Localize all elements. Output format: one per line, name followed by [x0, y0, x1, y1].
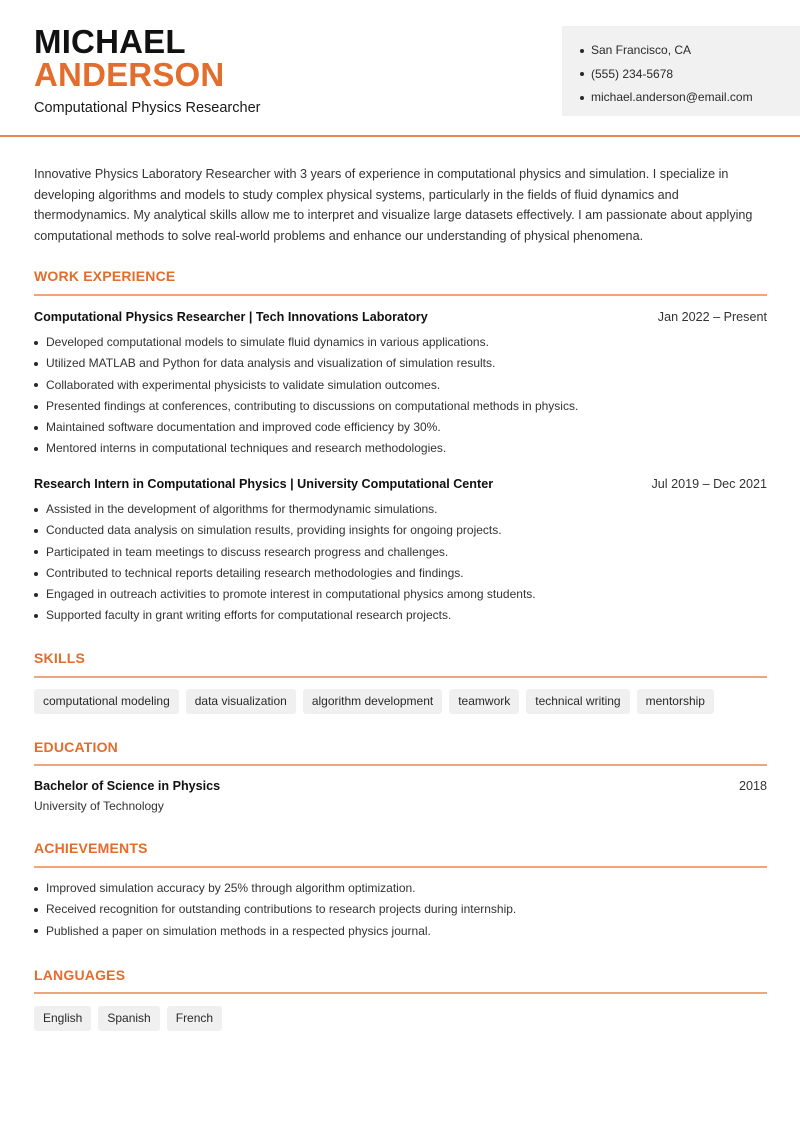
list-item-text: Conducted data analysis on simulation results, providing insights for ongoing projects.: [46, 523, 502, 538]
job-bullets: [34, 499, 767, 627]
section-divider: [34, 676, 767, 678]
last-name: ANDERSON: [34, 56, 225, 93]
list-item-text: Published a paper on simulation methods in a respected physics journal.: [46, 923, 431, 938]
resume-header: [0, 0, 800, 137]
bullet-icon: [34, 929, 38, 933]
list-item: [34, 520, 767, 541]
list-item: [34, 438, 767, 459]
contact-box: [562, 26, 800, 116]
list-item: [34, 878, 767, 899]
contact-email-text: michael.anderson@email.com: [591, 90, 753, 104]
job-dates: Jan 2022 – Present: [657, 310, 767, 324]
list-item: [34, 353, 767, 374]
list-item: [34, 605, 767, 626]
language-tag: French: [167, 1006, 222, 1031]
list-item: [34, 332, 767, 353]
list-item: [34, 921, 767, 942]
list-item-text: Supported faculty in grant writing efforts for computational research projects.: [46, 608, 452, 623]
section-divider: [34, 294, 767, 296]
list-item-text: Developed computational models to simulate fluid dynamics in various applications.: [46, 335, 489, 349]
section-divider: [34, 866, 767, 868]
list-item: [34, 417, 767, 438]
list-item: [34, 499, 767, 520]
bullet-icon: [34, 887, 38, 891]
bullet-icon: [34, 550, 38, 554]
first-name: MICHAEL: [34, 23, 186, 60]
list-item-text: Engaged in outreach activities to promote interest in computational physics among students.: [46, 587, 536, 602]
skill-tag: technical writing: [526, 689, 629, 714]
list-item-text: Assisted in the development of algorithms for thermodynamic simulations.: [46, 502, 438, 516]
skill-tag: mentorship: [637, 689, 714, 714]
bullet-icon: [34, 405, 38, 409]
list-item-text: Contributed to technical reports detailing research methodologies and findings.: [46, 565, 464, 580]
list-item: [34, 899, 767, 920]
bullet-icon: [34, 508, 38, 512]
job-title: Computational Physics Researcher: [34, 100, 261, 116]
contact-email: [580, 86, 800, 110]
list-item: [34, 584, 767, 605]
achievements-list: [34, 878, 767, 942]
section-divider: [34, 764, 767, 766]
bullet-icon: [34, 341, 38, 345]
list-item-text: Utilized MATLAB and Python for data analysis and visualization of simulation results.: [46, 356, 496, 371]
list-item-text: Maintained software documentation and improved code efficiency by 30%.: [46, 420, 441, 435]
contact-location: [580, 39, 800, 63]
skill-tag: data visualization: [186, 689, 296, 714]
bullet-icon: [34, 447, 38, 451]
languages-list: [34, 1006, 222, 1031]
bullet-icon: [34, 426, 38, 430]
education-degree: Bachelor of Science in Physics: [34, 779, 221, 793]
skill-tag: computational modeling: [34, 689, 179, 714]
job-header: [34, 310, 767, 324]
summary-paragraph: Innovative Physics Laboratory Researcher with 3 years of experience in computational physics and simulation. I specialize in developing algorithms and models to study complex physical systems, particularly in the fields of fluid dynamics and thermodynamics. My analytical skills allow me to interpret and visualize large datasets effectively. I am passionate about applying computational methods to solve real-world problems and enhance our understanding of physical phenomena.: [34, 167, 753, 243]
job-dates: Jul 2019 – Dec 2021: [651, 477, 767, 491]
skill-tag: teamwork: [449, 689, 519, 714]
bullet-icon: [34, 383, 38, 387]
bullet-icon: [34, 362, 38, 366]
job-bullets: [34, 332, 767, 460]
skill-tag: algorithm development: [303, 689, 442, 714]
work-experience-heading: WORK EXPERIENCE: [34, 268, 176, 284]
list-item: [34, 542, 767, 563]
language-tag: English: [34, 1006, 91, 1031]
bullet-icon: [34, 593, 38, 597]
bullet-icon: [580, 96, 584, 100]
contact-location-text: San Francisco, CA: [591, 43, 692, 57]
bullet-icon: [34, 529, 38, 533]
bullet-icon: [34, 572, 38, 576]
list-item-text: Improved simulation accuracy by 25% through algorithm optimization.: [46, 881, 416, 895]
contact-phone: [580, 63, 800, 87]
bullet-icon: [580, 49, 584, 53]
education-school: University of Technology: [34, 799, 164, 813]
skills-heading: SKILLS: [34, 650, 85, 666]
language-tag: Spanish: [98, 1006, 159, 1031]
list-item: [34, 396, 767, 417]
job-role: Research Intern in Computational Physics | University Computational Center: [34, 477, 494, 491]
languages-heading: LANGUAGES: [34, 967, 126, 983]
bullet-icon: [34, 908, 38, 912]
list-item-text: Presented findings at conferences, contributing to discussions on computational methods in physics.: [46, 398, 579, 413]
list-item: [34, 563, 767, 584]
contact-phone-text: (555) 234-5678: [591, 66, 674, 81]
list-item: [34, 375, 767, 396]
section-divider: [34, 992, 767, 994]
achievements-heading: ACHIEVEMENTS: [34, 840, 148, 856]
bullet-icon: [34, 614, 38, 618]
job-header: [34, 477, 767, 491]
education-heading: EDUCATION: [34, 739, 118, 755]
list-item-text: Received recognition for outstanding contributions to research projects during internship.: [46, 902, 517, 917]
skills-list: [34, 689, 714, 714]
education-year: 2018: [738, 779, 767, 793]
job-role: Computational Physics Researcher | Tech Innovations Laboratory: [34, 310, 428, 324]
bullet-icon: [580, 72, 584, 76]
list-item-text: Collaborated with experimental physicists to validate simulation outcomes.: [46, 377, 441, 392]
list-item-text: Mentored interns in computational techniques and research methodologies.: [46, 441, 447, 456]
list-item-text: Participated in team meetings to discuss research progress and challenges.: [46, 544, 449, 559]
